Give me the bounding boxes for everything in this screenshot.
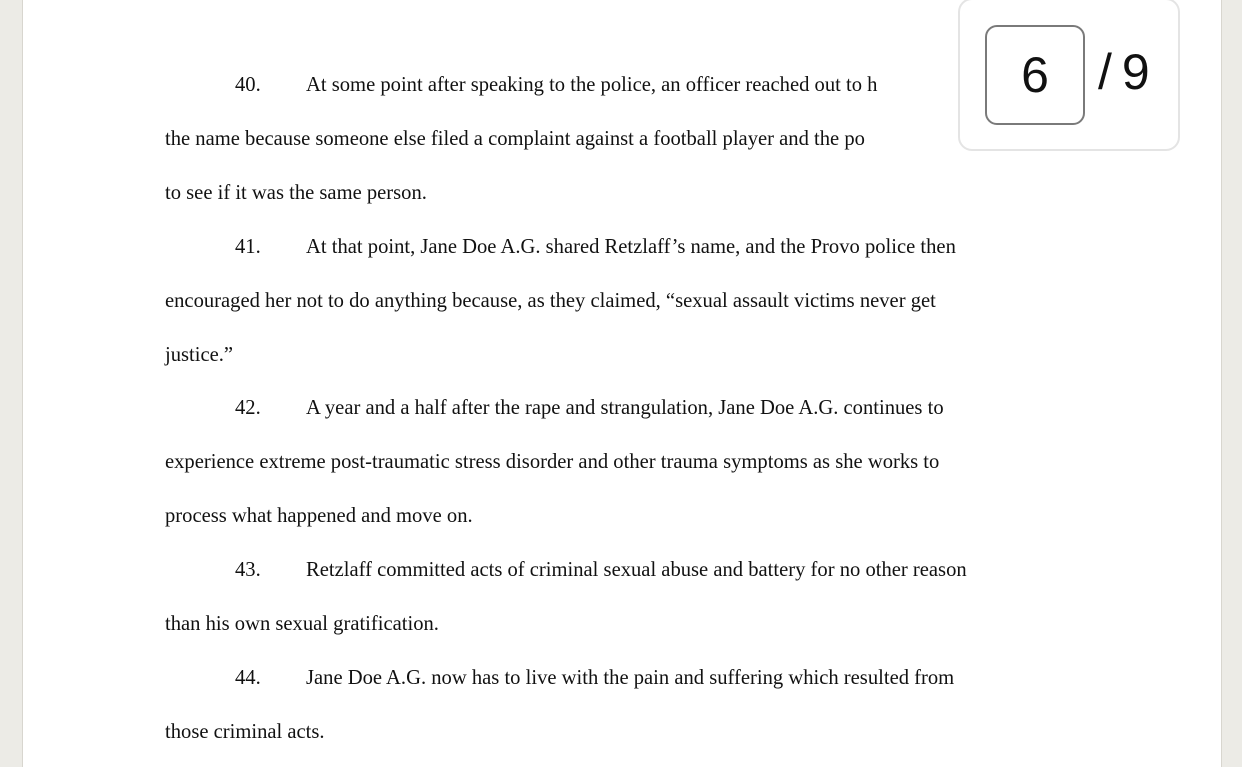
paragraph-42-line-1: A year and a half after the rape and strangulation, Jane Doe A.G. continues to [306, 397, 944, 419]
paragraph-number-44: 44. [235, 667, 261, 689]
total-pages-value: 9 [1121, 44, 1150, 100]
paragraph-41-line-3: justice.” [165, 344, 234, 366]
paragraph-40-line-2: the name because someone else filed a complaint against a football player and the po [165, 128, 865, 150]
paragraph-number-40: 40. [235, 74, 261, 96]
page-indicator [958, 0, 1180, 151]
total-pages-label [1098, 42, 1150, 102]
paragraph-40-line-1: At some point after speaking to the police, an officer reached out to h [306, 74, 878, 96]
paragraph-40-line-3: to see if it was the same person. [165, 182, 427, 204]
paragraph-number-41: 41. [235, 236, 261, 258]
paragraph-42-line-2: experience extreme post-traumatic stress disorder and other trauma symptoms as she works to [165, 451, 940, 473]
paragraph-43-line-1: Retzlaff committed acts of criminal sexual abuse and battery for no other reason [306, 559, 967, 581]
current-page-input[interactable]: 6 [985, 25, 1085, 125]
page-separator: / [1098, 44, 1112, 100]
paragraph-43-line-2: than his own sexual gratification. [165, 613, 439, 635]
paragraph-44-line-1: Jane Doe A.G. now has to live with the pain and suffering which resulted from [306, 667, 955, 689]
paragraph-41-line-2: encouraged her not to do anything because, as they claimed, “sexual assault victims never get [165, 290, 936, 312]
paragraph-number-42: 42. [235, 397, 261, 419]
paragraph-41-line-1: At that point, Jane Doe A.G. shared Retzlaff’s name, and the Provo police then [306, 236, 956, 258]
paragraph-42-line-3: process what happened and move on. [165, 505, 473, 527]
paragraph-number-43: 43. [235, 559, 261, 581]
paragraph-44-line-2: those criminal acts. [165, 721, 325, 743]
